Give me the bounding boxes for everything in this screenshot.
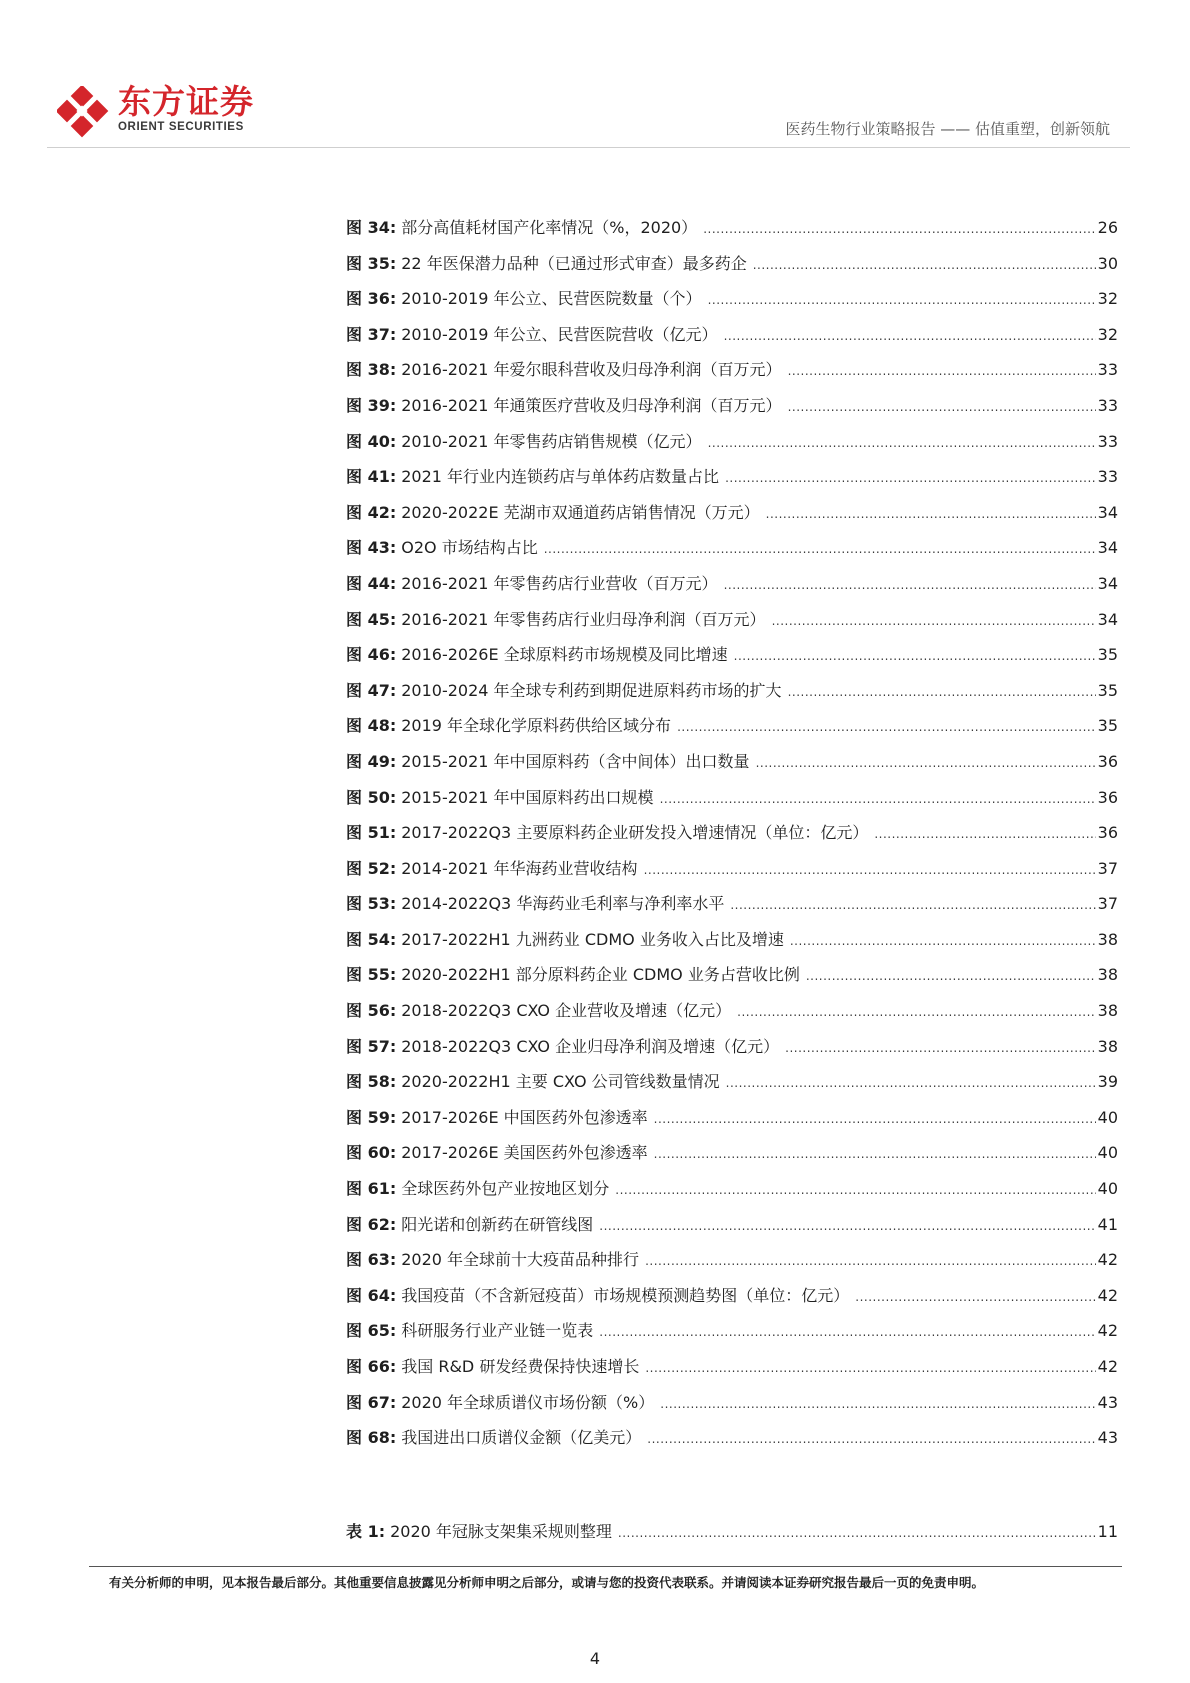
toc-entry-label: 图 52: — [346, 858, 397, 878]
toc-entry-title: 2018-2022Q3 CXO 企业营收及增速（亿元） — [401, 1001, 732, 1021]
toc-entry-page: 37 — [1097, 858, 1118, 878]
toc-entry-title: 2015-2021 年中国原料药出口规模 — [401, 787, 654, 807]
figure-toc-entry[interactable] — [346, 396, 1118, 432]
toc-dot-leader — [677, 717, 1096, 737]
toc-dot-leader — [660, 1394, 1095, 1414]
figure-toc-entry[interactable] — [346, 1215, 1118, 1251]
toc-entry-title: 2020 年全球质谱仪市场份额（%） — [401, 1392, 655, 1412]
page-number: 4 — [589, 1649, 601, 1668]
toc-entry-title: 2020-2022H1 主要 CXO 公司管线数量情况 — [401, 1072, 720, 1092]
toc-entry-page: 33 — [1097, 360, 1118, 380]
toc-entry-page: 34 — [1097, 573, 1118, 593]
toc-entry-label: 图 48: — [346, 716, 397, 736]
figure-toc-entry[interactable] — [346, 930, 1118, 966]
table-list — [346, 1522, 1118, 1558]
toc-dot-leader — [772, 611, 1096, 631]
figure-toc-entry[interactable] — [346, 1108, 1118, 1144]
toc-entry-page: 33 — [1097, 431, 1118, 451]
toc-entry-title: 2020 年冠脉支架集采规则整理 — [390, 1522, 612, 1541]
toc-dot-leader — [708, 290, 1096, 310]
toc-entry-page: 40 — [1097, 1107, 1118, 1127]
toc-dot-leader — [785, 1038, 1096, 1058]
toc-entry-label: 图 64: — [346, 1285, 397, 1305]
toc-dot-leader — [618, 1523, 1096, 1543]
toc-entry-title: 2017-2026E 美国医药外包渗透率 — [401, 1143, 648, 1163]
figure-toc-entry[interactable] — [346, 1286, 1118, 1322]
toc-entry-page: 36 — [1097, 787, 1118, 807]
toc-entry-title: 2014-2021 年华海药业营收结构 — [401, 858, 638, 878]
figure-toc-entry[interactable] — [346, 1037, 1118, 1073]
toc-entry-page: 38 — [1097, 965, 1118, 985]
toc-entry-label: 图 36: — [346, 289, 397, 309]
toc-dot-leader — [734, 646, 1096, 666]
toc-dot-leader — [737, 1002, 1096, 1022]
toc-dot-leader — [654, 1144, 1096, 1164]
toc-dot-leader — [725, 468, 1096, 488]
toc-entry-title: 2018-2022Q3 CXO 企业归母净利润及增速（亿元） — [401, 1036, 780, 1056]
toc-entry-title: 2015-2021 年中国原料药（含中间体）出口数量 — [401, 751, 750, 771]
toc-entry-label: 图 67: — [346, 1392, 397, 1412]
figure-toc-entry[interactable] — [346, 574, 1118, 610]
toc-dot-leader — [647, 1429, 1095, 1449]
toc-entry-label: 图 46: — [346, 645, 397, 665]
disclaimer-text: 有关分析师的申明，见本报告最后部分。其他重要信息披露见分析师申明之后部分，或请与您的投资代表联系。并请阅读本证券研究报告最后一页的免责申明。 — [109, 1575, 985, 1590]
toc-entry-page: 42 — [1097, 1357, 1118, 1376]
toc-entry-label: 图 58: — [346, 1072, 397, 1092]
toc-entry-label: 图 43: — [346, 538, 397, 558]
figure-toc-entry[interactable] — [346, 823, 1118, 859]
toc-dot-leader — [874, 824, 1095, 844]
toc-entry-page: 26 — [1097, 218, 1118, 237]
figure-toc-entry[interactable] — [346, 681, 1118, 717]
toc-entry-label: 图 51: — [346, 823, 397, 843]
toc-entry-title: 我国疫苗（不含新冠疫苗）市场规模预测趋势图（单位：亿元） — [401, 1285, 850, 1305]
toc-entry-page: 11 — [1097, 1522, 1118, 1541]
toc-entry-title: 我国 R&D 研发经费保持快速增长 — [401, 1357, 640, 1376]
toc-entry-title: 科研服务行业产业链一览表 — [401, 1321, 594, 1341]
toc-entry-label: 图 56: — [346, 1001, 397, 1021]
toc-entry-title: 2014-2022Q3 华海药业毛利率与净利率水平 — [401, 894, 725, 914]
toc-entry-page: 32 — [1097, 289, 1118, 309]
toc-entry-label: 图 57: — [346, 1036, 397, 1056]
toc-entry-label: 图 49: — [346, 751, 397, 771]
toc-entry-title: 2016-2026E 全球原料药市场规模及同比增速 — [401, 645, 728, 665]
toc-entry-page: 41 — [1097, 1214, 1118, 1234]
figure-toc-entry[interactable] — [346, 645, 1118, 681]
toc-entry-label: 图 63: — [346, 1250, 397, 1270]
toc-entry-page: 40 — [1097, 1143, 1118, 1163]
figure-toc-entry[interactable] — [346, 1321, 1118, 1357]
logo-chinese-name: 东方证券 — [118, 82, 254, 121]
toc-dot-leader — [753, 255, 1096, 275]
figure-toc-entry[interactable] — [346, 1250, 1118, 1286]
toc-entry-label: 图 37: — [346, 324, 397, 344]
toc-dot-leader — [788, 397, 1096, 417]
figure-toc-entry[interactable] — [346, 1428, 1118, 1464]
toc-dot-leader — [788, 682, 1096, 702]
toc-entry-label: 图 44: — [346, 573, 397, 593]
toc-entry-label: 图 54: — [346, 929, 397, 949]
figure-toc-entry[interactable] — [346, 894, 1118, 930]
toc-entry-label: 图 68: — [346, 1428, 397, 1448]
figure-toc-entry[interactable] — [346, 503, 1118, 539]
toc-entry-label: 图 38: — [346, 360, 397, 380]
toc-entry-label: 图 59: — [346, 1107, 397, 1127]
toc-entry-title: 2020 年全球前十大疫苗品种排行 — [401, 1250, 640, 1270]
toc-dot-leader — [544, 539, 1096, 559]
figure-toc-entry[interactable] — [346, 752, 1118, 788]
toc-entry-page: 34 — [1097, 502, 1118, 522]
toc-dot-leader — [599, 1322, 1095, 1342]
toc-entry-page: 38 — [1097, 1036, 1118, 1056]
figure-toc-entry[interactable] — [346, 1143, 1118, 1179]
figure-toc-entry[interactable] — [346, 1357, 1118, 1393]
figure-toc-entry[interactable] — [346, 360, 1118, 396]
toc-entry-page: 30 — [1097, 253, 1118, 273]
toc-entry-label: 图 53: — [346, 894, 397, 914]
toc-entry-label: 图 45: — [346, 609, 397, 629]
toc-entry-page: 40 — [1097, 1179, 1118, 1199]
figure-toc-entry[interactable] — [346, 788, 1118, 824]
toc-entry-page: 38 — [1097, 1001, 1118, 1021]
toc-entry-title: 2010-2021 年零售药店销售规模（亿元） — [401, 431, 702, 451]
toc-dot-leader — [730, 895, 1095, 915]
toc-entry-page: 34 — [1097, 609, 1118, 629]
toc-entry-title: 2010-2019 年公立、民营医院数量（个） — [401, 289, 702, 309]
figure-toc-entry[interactable] — [346, 610, 1118, 646]
footer-divider — [89, 1566, 1122, 1567]
toc-entry-page: 42 — [1097, 1285, 1118, 1305]
toc-entry-title: 2016-2021 年通策医疗营收及归母净利润（百万元） — [401, 395, 782, 415]
table-toc-entry[interactable] — [346, 1522, 1118, 1558]
toc-entry-title: 2017-2026E 中国医药外包渗透率 — [401, 1107, 648, 1127]
figure-toc-entry[interactable] — [346, 289, 1118, 325]
figure-toc-entry[interactable] — [346, 325, 1118, 361]
toc-dot-leader — [806, 966, 1096, 986]
toc-dot-leader — [726, 1073, 1096, 1093]
toc-dot-leader — [644, 860, 1096, 880]
toc-entry-title: 2020-2022E 芜湖市双通道药店销售情况（万元） — [401, 502, 760, 522]
figure-toc-entry[interactable] — [346, 1072, 1118, 1108]
toc-dot-leader — [855, 1287, 1095, 1307]
toc-entry-label: 图 39: — [346, 395, 397, 415]
toc-dot-leader — [724, 326, 1096, 346]
figure-toc-entry[interactable] — [346, 1179, 1118, 1215]
figure-toc-entry[interactable] — [346, 254, 1118, 290]
toc-entry-label: 图 47: — [346, 680, 397, 700]
figure-toc-entry[interactable] — [346, 432, 1118, 468]
toc-entry-label: 图 60: — [346, 1143, 397, 1163]
figure-list — [346, 218, 1118, 1464]
toc-entry-title: 2016-2021 年零售药店行业归母净利润（百万元） — [401, 609, 766, 629]
toc-entry-title: 2020-2022H1 部分原料药企业 CDMO 业务占营收比例 — [401, 965, 800, 985]
toc-entry-label: 图 55: — [346, 965, 397, 985]
toc-entry-label: 图 34: — [346, 218, 397, 237]
toc-entry-title: 2016-2021 年爱尔眼科营收及归母净利润（百万元） — [401, 360, 782, 380]
toc-dot-leader — [660, 789, 1096, 809]
toc-entry-title: 2010-2024 年全球专利药到期促进原料药市场的扩大 — [401, 680, 782, 700]
toc-entry-page: 36 — [1097, 823, 1118, 843]
toc-entry-title: 全球医药外包产业按地区划分 — [401, 1179, 610, 1199]
toc-dot-leader — [654, 1109, 1096, 1129]
toc-dot-leader — [615, 1180, 1095, 1200]
toc-entry-label: 图 35: — [346, 253, 397, 273]
figure-toc-entry[interactable] — [346, 467, 1118, 503]
figure-toc-entry[interactable] — [346, 859, 1118, 895]
toc-dot-leader — [645, 1358, 1095, 1378]
toc-entry-label: 表 1: — [346, 1522, 386, 1541]
toc-entry-page: 35 — [1097, 680, 1118, 700]
header-divider — [47, 147, 1130, 148]
toc-entry-title: 2017-2022H1 九洲药业 CDMO 业务收入占比及增速 — [401, 929, 784, 949]
toc-entry-title: 2010-2019 年公立、民营医院营收（亿元） — [401, 324, 718, 344]
toc-dot-leader — [724, 575, 1096, 595]
toc-entry-page: 43 — [1097, 1392, 1118, 1412]
toc-entry-page: 37 — [1097, 894, 1118, 914]
toc-dot-leader — [708, 433, 1096, 453]
toc-entry-page: 43 — [1097, 1428, 1118, 1448]
toc-dot-leader — [645, 1251, 1096, 1271]
toc-entry-label: 图 42: — [346, 502, 397, 522]
toc-entry-page: 33 — [1097, 467, 1118, 487]
figure-toc-entry[interactable] — [346, 218, 1118, 254]
toc-entry-label: 图 65: — [346, 1321, 397, 1341]
page-header — [0, 0, 1190, 150]
toc-dot-leader — [788, 361, 1096, 381]
toc-dot-leader — [756, 753, 1096, 773]
toc-dot-leader — [703, 219, 1095, 239]
toc-dot-leader — [599, 1216, 1095, 1236]
toc-entry-title: 2019 年全球化学原料药供给区域分布 — [401, 716, 672, 736]
toc-entry-page: 36 — [1097, 751, 1118, 771]
orient-securities-logo-icon — [57, 86, 109, 138]
toc-dot-leader — [766, 504, 1096, 524]
toc-entry-page: 42 — [1097, 1250, 1118, 1270]
figure-toc-entry[interactable] — [346, 538, 1118, 574]
toc-entry-label: 图 50: — [346, 787, 397, 807]
toc-entry-label: 图 66: — [346, 1357, 397, 1376]
toc-entry-page: 35 — [1097, 645, 1118, 665]
logo-english-name: ORIENT SECURITIES — [118, 121, 244, 133]
toc-entry-page: 32 — [1097, 324, 1118, 344]
figure-toc-entry[interactable] — [346, 1393, 1118, 1429]
toc-entry-label: 图 41: — [346, 467, 397, 487]
toc-entry-title: 22 年医保潜力品种（已通过形式审查）最多药企 — [401, 253, 747, 273]
toc-entry-title: O2O 市场结构占比 — [401, 538, 538, 558]
toc-entry-page: 38 — [1097, 929, 1118, 949]
toc-entry-label: 图 40: — [346, 431, 397, 451]
figure-toc-entry[interactable] — [346, 965, 1118, 1001]
toc-entry-title: 2017-2022Q3 主要原料药企业研发投入增速情况（单位：亿元） — [401, 823, 869, 843]
toc-entry-page: 35 — [1097, 716, 1118, 736]
toc-entry-page: 42 — [1097, 1321, 1118, 1341]
report-title: 医药生物行业策略报告 —— 估值重塑，创新领航 — [785, 120, 1110, 138]
toc-entry-label: 图 61: — [346, 1179, 397, 1199]
toc-entry-page: 39 — [1097, 1072, 1118, 1092]
toc-entry-label: 图 62: — [346, 1214, 397, 1234]
toc-dot-leader — [790, 931, 1096, 951]
toc-entry-title: 我国进出口质谱仪金额（亿美元） — [401, 1428, 642, 1448]
toc-entry-page: 33 — [1097, 395, 1118, 415]
figure-toc-entry[interactable] — [346, 716, 1118, 752]
toc-entry-title: 部分高值耗材国产化率情况（%，2020） — [401, 218, 698, 237]
toc-entry-title: 阳光诺和创新药在研管线图 — [401, 1214, 594, 1234]
toc-entry-title: 2016-2021 年零售药店行业营收（百万元） — [401, 573, 718, 593]
toc-entry-title: 2021 年行业内连锁药店与单体药店数量占比 — [401, 467, 720, 487]
figure-toc-entry[interactable] — [346, 1001, 1118, 1037]
toc-entry-page: 34 — [1097, 538, 1118, 558]
